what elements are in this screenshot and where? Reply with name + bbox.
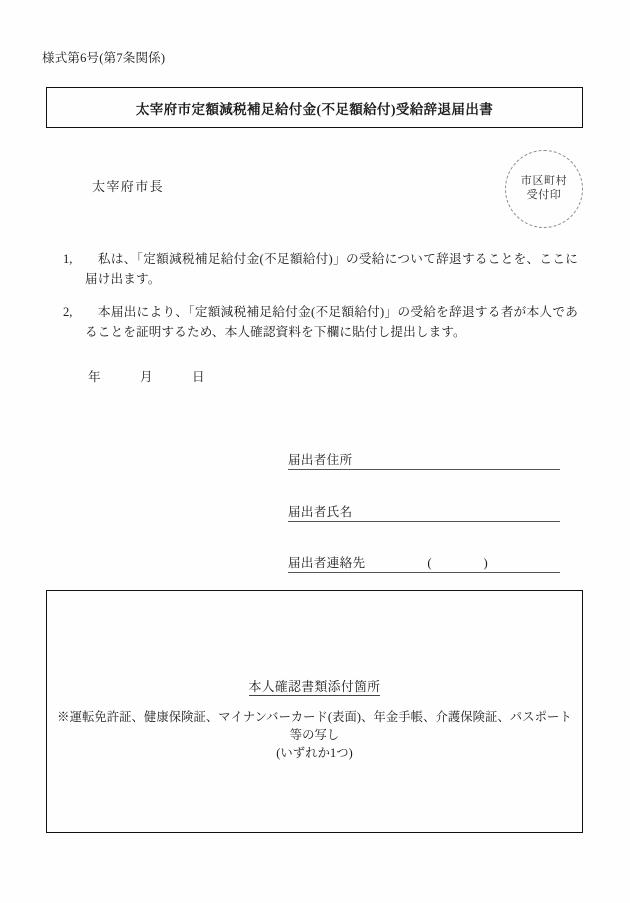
- applicant-address-label: 届出者住所: [288, 453, 353, 467]
- applicant-address-field[interactable]: [288, 448, 560, 470]
- applicant-contact-parentheses: ( ): [427, 556, 488, 570]
- applicant-name-field[interactable]: [288, 500, 560, 522]
- attachment-heading: [47, 676, 582, 695]
- clause-2-number: 2,: [63, 305, 73, 319]
- date-entry-line[interactable]: 年 月 日: [88, 370, 205, 384]
- applicant-name-label: 届出者氏名: [288, 505, 353, 519]
- seal-line-2: 受付印: [526, 189, 562, 201]
- clause-item-1: [55, 249, 578, 290]
- id-attachment-box[interactable]: [46, 590, 583, 833]
- applicant-contact-label: 届出者連絡先: [288, 556, 366, 570]
- addressee-mayor: 太宰府市長: [92, 179, 165, 194]
- clause-item-2: [55, 302, 578, 343]
- clause-1-number: 1,: [63, 252, 73, 266]
- page-title: 太宰府市定額減税補足給付金(不足額給付)受給辞退届出書: [135, 101, 494, 117]
- clause-2-text: 本届出により、「定額減税補足給付金(不足額給付)」の受給を辞退する者が本人であることを証明するため、本人確認資料を下欄に貼付し提出します。: [85, 305, 578, 340]
- receipt-seal-stamp: [505, 150, 583, 228]
- title-box: [46, 87, 583, 128]
- form-number: 様式第6号(第7条関係): [42, 51, 166, 65]
- attachment-note-sub: (いずれか1つ): [276, 745, 353, 760]
- applicant-contact-field[interactable]: [288, 551, 560, 573]
- seal-line-1: 市区町村: [520, 175, 568, 188]
- clause-1-text: 私は、「定額減税補足給付金(不足額給付)」の受給について辞退することを、ここに届け出ます。: [85, 252, 578, 287]
- attachment-note: [53, 709, 576, 762]
- attachment-note-main: ※運転免許証、健康保険証、マイナンバーカード(表面)、年金手帳、介護保険証、パスポート等の写し: [57, 710, 572, 742]
- attachment-heading-text: 本人確認書類添付箇所: [248, 680, 381, 694]
